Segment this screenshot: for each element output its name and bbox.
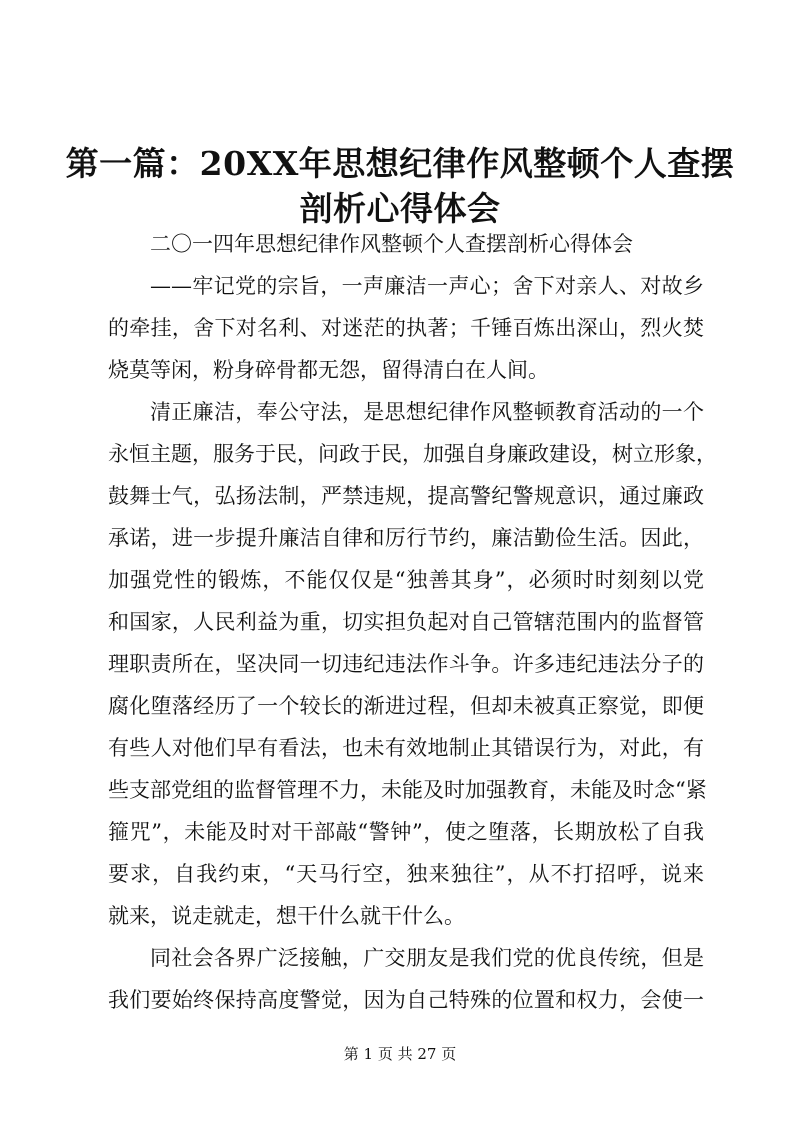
paragraph-2-line-10: 些支部党组的监督管理不力，未能及时加强教育，未能及时念“紧 [108, 778, 707, 802]
paragraph-2-line-4: 承诺，进一步提升廉洁自律和厉行节约，廉洁勤俭生活。因此， [108, 526, 704, 550]
paragraph-2-line-13: 就来，说走就走，想干什么就干什么。 [108, 904, 465, 928]
paragraph-2-line-12: 要求，自我约束，“天马行空，独来独往”，从不打招呼，说来 [108, 862, 704, 886]
paragraph-2-line-5: 加强党性的锻炼，不能仅仅是“独善其身”，必须时时刻刻以党 [108, 568, 704, 592]
paragraph-1-line-3: 烧莫等闲，粉身碎骨都无怨，留得清白在人间。 [108, 358, 549, 382]
paragraph-2-line-1: 清正廉洁，奉公守法，是思想纪律作风整顿教育活动的一个 [150, 400, 704, 424]
paragraph-2-line-3: 鼓舞士气，弘扬法制，严禁违规，提高警纪警规意识，通过廉政 [108, 484, 704, 508]
paragraph-3-line-1: 同社会各界广泛接触，广交朋友是我们党的优良传统，但是 [150, 946, 704, 970]
document-subtitle: 二〇一四年思想纪律作风整顿个人查摆剖析心得体会 [150, 232, 633, 256]
document-title-line-2: 剖析心得体会 [299, 189, 501, 228]
paragraph-2-line-9: 有些人对他们早有看法，也未有效地制止其错误行为，对此，有 [108, 736, 704, 760]
paragraph-1-line-1: ——牢记党的宗旨，一声廉洁一声心；舍下对亲人、对故乡 [150, 274, 704, 298]
paragraph-3-line-2: 我们要始终保持高度警觉，因为自己特殊的位置和权力，会使一 [108, 988, 704, 1012]
paragraph-2-line-11: 箍咒”，未能及时对干部敲“警钟”，使之堕落，长期放松了自我 [108, 820, 704, 844]
paragraph-1-line-2: 的牵挂，舍下对名利、对迷茫的执著；千锤百炼出深山，烈火焚 [108, 316, 704, 340]
paragraph-2-line-8: 腐化堕落经历了一个较长的渐进过程，但却未被真正察觉，即便 [108, 694, 704, 718]
page-footer: 第 1 页 共 27 页 [343, 1045, 457, 1063]
paragraph-2-line-6: 和国家，人民利益为重，切实担负起对自己管辖范围内的监督管 [108, 610, 704, 634]
paragraph-2-line-2: 永恒主题，服务于民，问政于民，加强自身廉政建设，树立形象， [108, 442, 717, 466]
document-title-line-1: 第一篇：20XX年思想纪律作风整顿个人查摆 [65, 144, 735, 183]
paragraph-2-line-7: 理职责所在，坚决同一切违纪违法作斗争。许多违纪违法分子的 [108, 652, 704, 676]
